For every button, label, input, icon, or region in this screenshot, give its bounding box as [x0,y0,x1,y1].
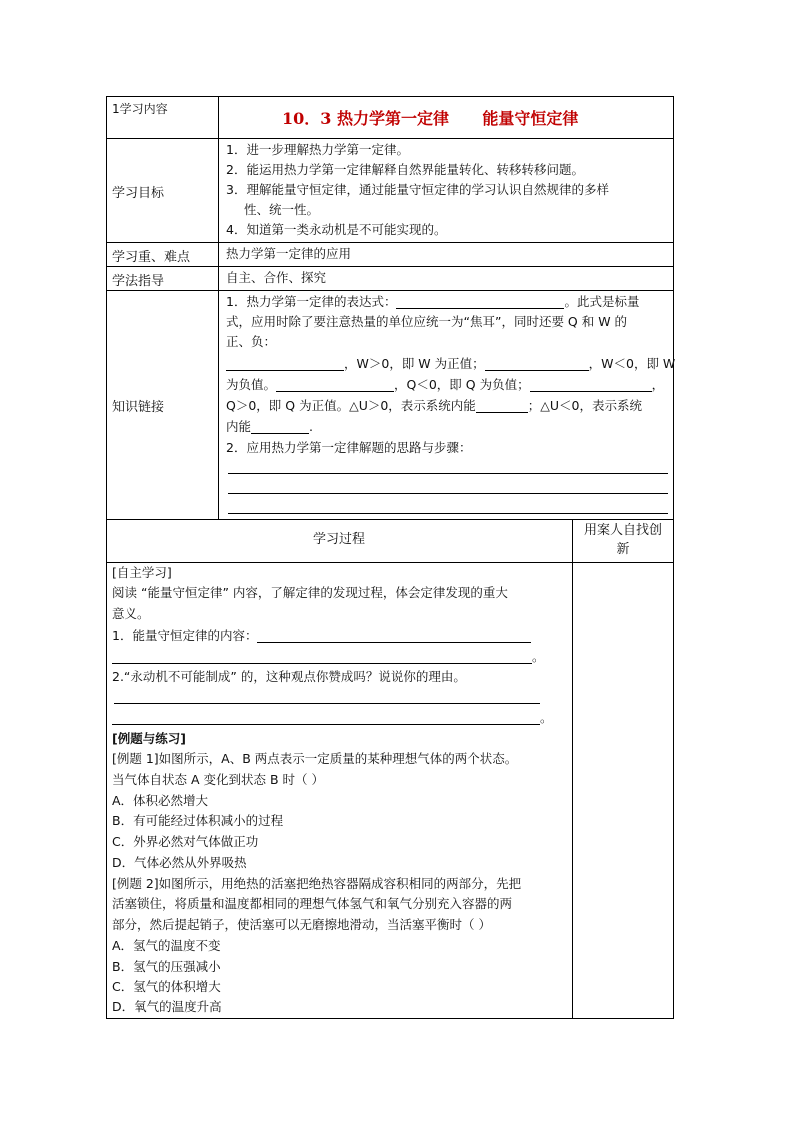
knowledge-label: 知识链接 [112,400,165,415]
examples-tag: [例题与练习] [112,731,186,746]
example-option: B．有可能经过体积减小的过程 [112,813,284,828]
example-text: [例题 2]如图所示，用绝热的活塞把绝热容器隔成容积相同的两部分，先把 [112,876,522,891]
side-column-header: 用案人自找创新 [583,523,662,557]
table-border-bottom [106,1018,674,1019]
knowledge-line: 1．热力学第一定律的表达式： 。此式是标量 [226,294,640,309]
fill-blank[interactable] [251,419,309,434]
header-label: 1学习内容 [112,102,168,116]
fill-blank[interactable] [485,356,589,371]
fill-blank[interactable] [396,294,564,309]
knowledge-line: 为负值。 ，Q＜0，即 Q 为负值； ， [226,377,665,392]
process-line: 。 [112,647,545,667]
worksheet-table [106,96,674,1018]
fill-blank[interactable] [257,628,531,643]
key-points-value: 热力学第一定律的应用 [226,246,352,261]
objective-item: 4．知道第一类永动机是不可能实现的。 [226,222,447,237]
example-option: B．氢气的压强减小 [112,959,221,974]
row-divider [106,562,674,563]
answer-line[interactable] [228,513,668,514]
row-divider [106,138,674,139]
row-divider [106,242,674,243]
example-text: 活塞锁住，将质量和温度都相同的理想气体氢气和氧气分别充入容器的两 [112,896,513,911]
example-text: [例题 1]如图所示，A、B 两点表示一定质量的某种理想气体的两个状态。 [112,751,518,766]
answer-line[interactable] [228,493,668,494]
key-points-label: 学习重、难点 [112,250,191,265]
example-option: C．外界必然对气体做正功 [112,834,259,849]
objective-item: 性、统一性。 [244,202,320,217]
objective-item: 2．能运用热力学第一定律解释自然界能量转化、转移转移问题。 [226,162,584,177]
fill-blank[interactable] [112,710,540,725]
example-option: D．氧气的温度升高 [112,999,222,1014]
method-label: 学法指导 [112,274,165,289]
example-option: A．体积必然增大 [112,793,209,808]
example-text: 当气体自状态 A 变化到状态 B 时（ ） [112,772,324,787]
example-text: 部分，然后提起销子，使活塞可以无磨擦地滑动，当活塞平衡时（ ） [112,917,491,932]
fill-blank[interactable] [276,377,394,392]
row-divider [106,290,674,291]
method-value: 自主、合作、探究 [226,270,327,285]
fill-blank[interactable] [530,377,652,392]
page-title: 10．3 热力学第一定律 能量守恒定律 [282,109,579,128]
process-line: 2.“永动机不可能制成” 的，这种观点你赞成吗？说说你的理由。 [112,669,466,684]
objective-item: 3．理解能量守恒定律，通过能量守恒定律的学习认识自然规律的多样 [226,182,609,197]
example-option: A．氢气的温度不变 [112,938,221,953]
label-column-divider [218,96,219,519]
side-column-divider [572,519,573,1018]
knowledge-line: 正、负： [226,334,277,349]
row-divider [106,519,674,520]
row-divider [106,266,674,267]
process-header: 学习过程 [313,532,366,547]
objectives-label: 学习目标 [112,186,165,201]
process-line: 1．能量守恒定律的内容： [112,626,531,646]
process-line: 意义。 [112,606,150,621]
fill-blank[interactable] [476,398,528,413]
process-line: 阅读 “能量守恒定律” 内容，了解定律的发现过程，体会定律发现的重大 [112,585,508,600]
example-option: C．氢气的体积增大 [112,979,221,994]
table-border-left [106,96,107,1018]
objective-item: 1．进一步理解热力学第一定律。 [226,142,409,157]
knowledge-line: ，W＞0，即 W 为正值； ，W＜0，即 W [226,354,675,374]
table-border-right [673,96,674,1018]
knowledge-line: 式，应用时除了要注意热量的单位应统一为“焦耳”，同时还要 Q 和 W 的 [226,314,628,329]
fill-blank[interactable] [112,649,532,664]
knowledge-line: Q＞0，即 Q 为正值。△U＞0，表示系统内能 ；△U＜0，表示系统 [226,398,643,413]
table-border-top [106,96,674,97]
answer-line[interactable] [114,703,540,704]
process-line: 。 [112,708,553,728]
knowledge-line: 内能 . [226,419,313,434]
fill-blank[interactable] [226,356,344,371]
answer-line[interactable] [228,473,668,474]
self-study-tag: [自主学习] [112,565,172,580]
knowledge-line: 2．应用热力学第一定律解题的思路与步骤： [226,440,472,455]
example-option: D．气体必然从外界吸热 [112,855,247,870]
